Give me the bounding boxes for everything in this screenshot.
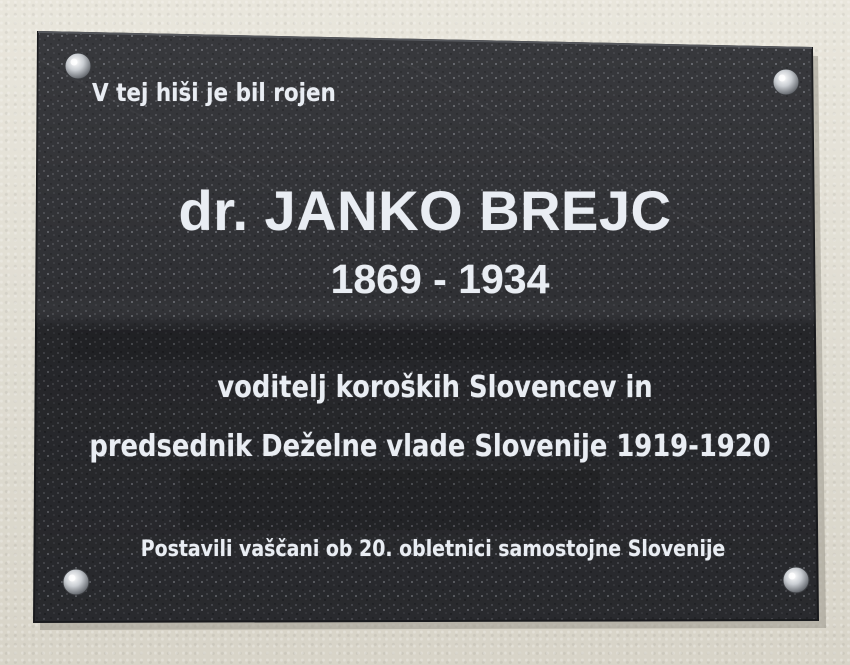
plaque-intro-text: V tej hiši je bil rojen: [92, 78, 336, 107]
screw-bolt-icon: [65, 53, 91, 79]
plaque-role-line-1: voditelj koroških Slovencev in: [217, 370, 653, 405]
plaque-name-heading: dr. JANKO BREJC: [178, 179, 672, 242]
plaque-years: 1869 - 1934: [330, 256, 550, 302]
screw-bolt-icon: [63, 569, 89, 595]
screw-bolt-icon: [783, 567, 809, 593]
plaque-role-line-2: predsednik Deželne vlade Slovenije 1919-1920: [89, 429, 771, 464]
plaque-dedication: Postavili vaščani ob 20. obletnici samostojne Slovenije: [140, 537, 726, 562]
screw-bolt-icon: [773, 69, 799, 95]
